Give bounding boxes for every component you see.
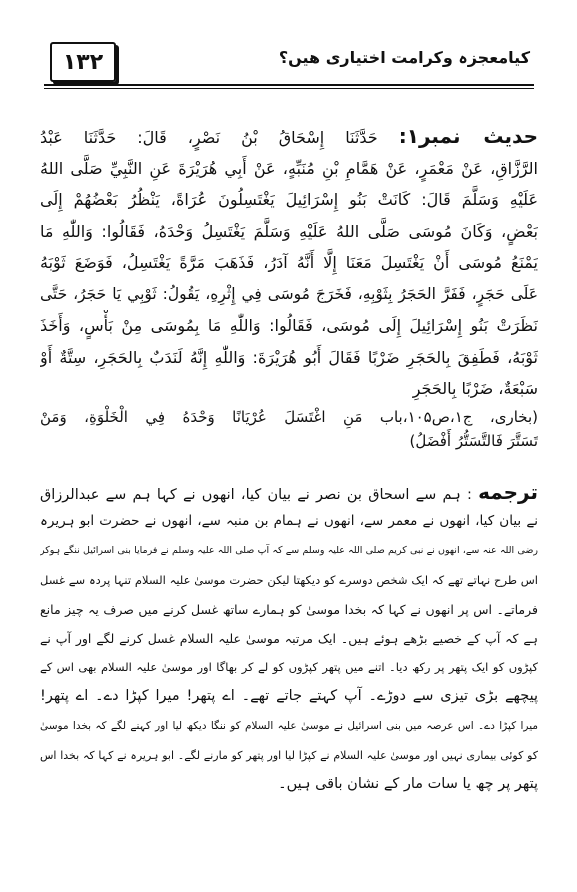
header-rule-thin [44, 88, 534, 89]
hadith-line: عَلَيْهِ وَسَلَّمَ قَالَ: كَانَتْ بَنُو إِسْرَائِيلَ يَغْتَسِلُونَ عُرَاةً، يَنْظُرُ بَعْضُهُمْ إِلَى [40, 190, 538, 209]
page-header [44, 42, 534, 88]
reference-line: (بخاری، ج۱،ص۱۰۵،باب مَنِ اغْتَسَلَ عُرْيَانًا وَحْدَهُ فِي الْخَلْوَةِ، وَمَنْ [40, 408, 538, 426]
header-rule [44, 84, 534, 86]
translation-line: ہے کہ آپ کے خصیے بڑھے ہوئے ہیں۔ ایک مرتبہ موسیٰ علیہ السلام غسل کرنے لگے اور آپ نے [40, 630, 538, 646]
hadith-line: نَظَرَتْ بَنُو إِسْرَائِيلَ إِلَى مُوسَى، فَقَالُوا: وَاللّٰهِ مَا بِمُوسَى مِنْ بَأْسٍ، وَأَخَذَ [40, 316, 538, 335]
translation-line: کو کوئی بیماری نہیں اور موسیٰ علیہ السلام نے کپڑا لیا اور پتھر کو مارنے لگے۔ ابو ہریرہ نے کہا کہ بخدا اس [40, 748, 538, 762]
translation-line: نے بیان کیا، انھوں نے معمر سے، انھوں نے ہمام بن منبہ سے، انھوں نے حضرت ابو ہریرہ [40, 513, 538, 530]
reference-line: تَسَتَّرَ فَالتَّسَتُّرُ أَفْضَلُ) [409, 432, 538, 450]
hadith-line: عَلَى حَجَرٍ، فَفَرَّ الحَجَرُ بِثَوْبِهِ، فَخَرَجَ مُوسَى فِي إِثْرِهِ، يَقُولُ: ثَوْبِي يَا حَجَرُ، حَتَّى [40, 284, 538, 303]
hadith-line: يَمْنَعُ مُوسَى أَنْ يَغْتَسِلَ مَعَنَا إِلَّا أَنَّهُ آدَرُ، فَذَهَبَ مَرَّةً يَغْتَسِلُ، فَوَضَعَ ثَوْبَهُ [40, 253, 538, 272]
translation-first-line: : ہم سے اسحاق بن نصر نے بیان کیا، انھوں نے کہا ہم سے عبدالرزاق [40, 487, 472, 503]
translation-line: اس طرح نہاتے تھے کہ ایک شخص دوسرے کو دیکھتا لیکن حضرت موسیٰ علیہ السلام تنہا پردہ سے غسل [40, 572, 538, 587]
hadith-heading: حدیث نمبر۱: [398, 124, 538, 148]
translation-line: کپڑوں کو ایک پتھر پر رکھ دیا۔ اتنے میں پتھر کپڑوں کو لے کر بھاگا اور موسیٰ علیہ السلام بھی اس کے [40, 660, 538, 675]
hadith-line: بَعْضٍ، وَكَانَ مُوسَى صَلَّى اللهُ عَلَيْهِ وَسَلَّمَ يَغْتَسِلُ وَحْدَهُ، فَقَالُوا: وَاللّٰهِ مَا [40, 221, 538, 241]
hadith-text [40, 121, 538, 405]
translation-line: پتھر پر چھ یا سات مار کے نشان باقی ہیں۔ [278, 775, 538, 792]
hadith-line [40, 121, 538, 153]
hadith-first-line: حَدَّثَنَا إِسْحَاقُ بْنُ نَصْرٍ، قَالَ: حَدَّثَنَا عَبْدُ [40, 128, 378, 147]
running-title: کیامعجزہ وکرامت اختیاری ھیں؟ [278, 48, 530, 67]
translation-line: پیچھے بڑی تیزی سے دوڑے۔ آپ کہتے جاتے تھے۔ اے پتھر! میرا کپڑا دے۔ اے پتھر! [40, 688, 538, 705]
hadith-reference [40, 405, 538, 453]
translation-line: فرماتے۔ اس پر انھوں نے کہا کہ بخدا موسیٰ کو ہمارے ساتھ غسل کرنے میں صرف یہ چیز مانع [40, 601, 538, 617]
hadith-line: سَبْعَةٌ، ضَرْبًا بِالحَجَرِ [412, 379, 538, 398]
hadith-line: الرَّزَّاقِ، عَنْ مَعْمَرٍ، عَنْ هَمَّامِ بْنِ مُنَبِّهٍ، عَنْ أَبِي هُرَيْرَةَ عَنِ النَّبِيِّ صَلَّى اللهُ [40, 158, 538, 178]
translation-line [40, 478, 538, 507]
page-number: ۱۳۲ [50, 42, 116, 82]
translation-line: میرا کپڑا دے۔ اس عرصہ میں بنی اسرائیل نے موسیٰ علیہ السلام کو ننگا دیکھ لیا اور کہنے لگے کہ بخدا موسیٰ [40, 719, 538, 732]
translation-line: رضی اللہ عنہ سے، انھوں نے نبی کریم صلی اللہ علیہ وسلم سے کہ آپ صلی اللہ علیہ وسلم نے فرمایا بنی اسرائیل ننگے ہوکر [40, 545, 538, 557]
translation-text [40, 478, 538, 799]
translation-heading: ترجمه [478, 480, 538, 504]
hadith-line: ثَوْبَهُ، فَطَفِقَ بِالحَجَرِ ضَرْبًا فَقَالَ أَبُو هُرَيْرَةَ: وَاللّٰهِ إِنَّهُ لَنَدَبٌ بِالحَجَرِ، سِتَّةٌ أَوْ [40, 347, 538, 367]
